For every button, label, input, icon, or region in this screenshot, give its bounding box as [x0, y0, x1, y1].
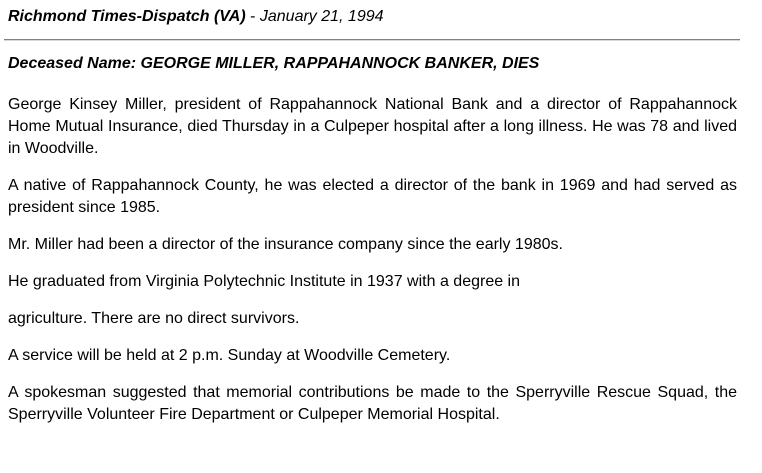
article-paragraph: A spokesman suggested that memorial contributions be made to the Sperryville Rescue Squad, the Sperryville Volunteer Fire Department or Culpeper Memorial Hospital.	[8, 384, 737, 423]
article-body	[8, 94, 737, 441]
publication-name: Richmond Times-Dispatch (VA)	[8, 8, 246, 25]
article-paragraph: Mr. Miller had been a director of the insurance company since the early 1980s.	[8, 236, 563, 253]
article-headline: Deceased Name: GEORGE MILLER, RAPPAHANNOCK BANKER, DIES	[8, 55, 540, 72]
publication-date: January 21, 1994	[259, 8, 384, 25]
horizontal-divider	[4, 39, 740, 41]
article-paragraph: He graduated from Virginia Polytechnic Institute in 1937 with a degree in	[8, 273, 521, 290]
article-paragraph: A service will be held at 2 p.m. Sunday at Woodville Cemetery.	[8, 347, 451, 364]
article-paragraph: George Kinsey Miller, president of Rappahannock National Bank and a director of Rappahannock Home Mutual Insurance, died Thursday in a Culpeper hospital after a long illness. He was 78 and lived in Woodville.	[8, 96, 737, 157]
article-paragraph: agriculture. There are no direct survivors.	[8, 310, 300, 327]
article-paragraph: A native of Rappahannock County, he was elected a director of the bank in 1969 and had served as president since 1985.	[8, 177, 737, 216]
masthead	[8, 6, 384, 28]
masthead-separator: -	[245, 8, 260, 25]
